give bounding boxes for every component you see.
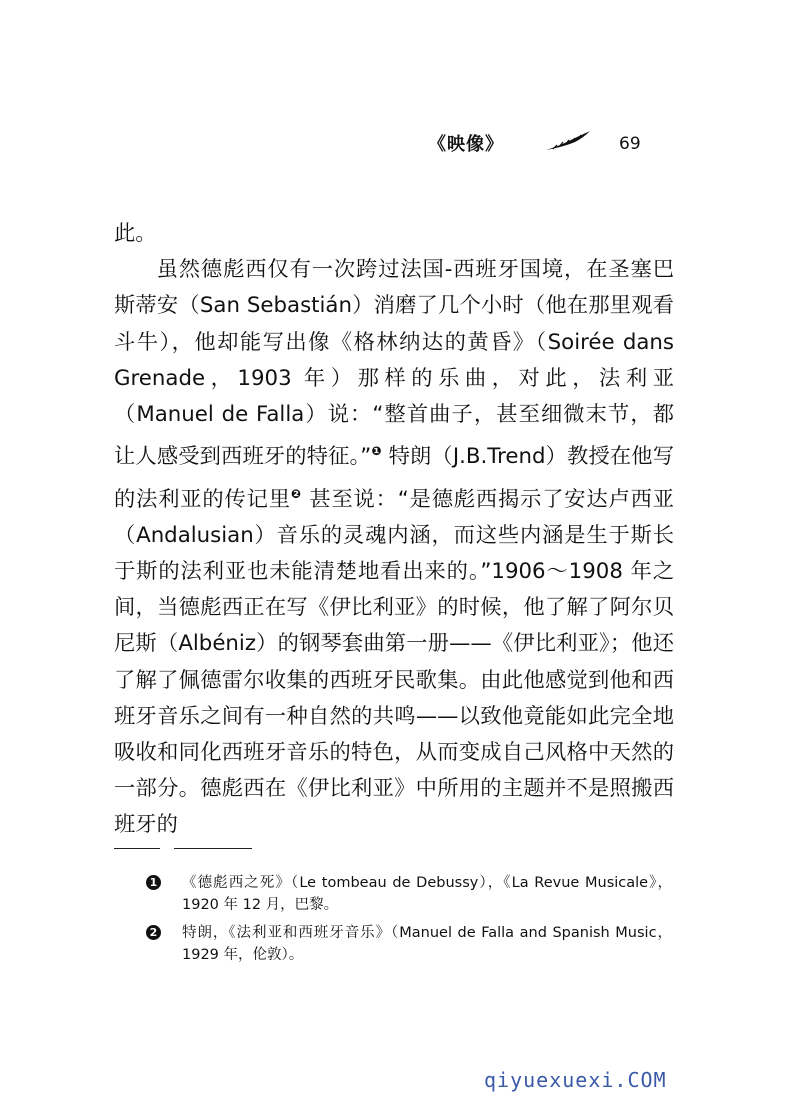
- running-head-title: 《映像》: [428, 134, 504, 155]
- footnotes: [146, 872, 672, 972]
- footnote-ref-2[interactable]: ❷: [290, 486, 302, 501]
- page-header: [0, 128, 794, 164]
- quill-ornament-icon: [545, 130, 591, 152]
- footnote-2: [146, 922, 672, 966]
- footnote-rule-right: [174, 848, 252, 849]
- footnote-number: 2: [146, 925, 161, 940]
- footnote-rule-left: [114, 848, 160, 849]
- paragraph-main: [114, 252, 674, 843]
- paragraph-main-part3: 甚至说：“是德彪西揭示了安达卢西亚（Andalusian）音乐的灵魂内涵，而这些内涵是生于斯长于斯的法利亚也未能清楚地看出来的。”1906～1908 年之间，当德彪西正在写《伊比利亚》的时候，他了解了阿尔贝尼斯（Albéniz）的钢琴套曲第一册——《伊比利亚》；他还了解了佩德雷尔收集的西班牙民歌集。由此他感觉到他和西班牙音乐之间有一种自然的共鸣——以致他竟能如此完全地吸收和同化西班牙音乐的特色，从而变成自己风格中天然的一部分。德彪西在《伊比利亚》中所用的主题并不是照搬西班牙的: [114, 486, 674, 838]
- site-watermark: qiyuexuexi.COM: [484, 1068, 667, 1092]
- paragraph-main-part2: 特朗（J.B.Trend）教授在他写的法利亚的传记里: [114, 444, 674, 512]
- footnote-number: 1: [146, 875, 161, 890]
- paragraph-main-part1: 虽然德彪西仅有一次跨过法国-西班牙国境，在圣塞巴斯蒂安（San Sebastián）消磨了几个小时（他在那里观看斗牛），他却能写出像《格林纳达的黄昏》（Soirée dans Grenade，1903 年）那样的乐曲，对此，法利亚（Manuel de Falla）说：“整首曲子，甚至细微末节，都让人感受到西班牙的特征。”: [114, 257, 674, 470]
- page-number: 69: [619, 134, 641, 154]
- footnote-ref-1[interactable]: ❶: [371, 444, 382, 459]
- main-text: [114, 216, 674, 844]
- footnote-text: 《德彪西之死》（Le tombeau de Debussy），《La Revue Musicale》，1920 年 12 月，巴黎。: [182, 875, 672, 913]
- footnote-text: 特朗，《法利亚和西班牙音乐》（Manuel de Falla and Spanish Music，1929 年，伦敦）。: [182, 925, 672, 963]
- paragraph-continuation: 此。: [114, 221, 157, 246]
- footnote-1: [146, 872, 672, 916]
